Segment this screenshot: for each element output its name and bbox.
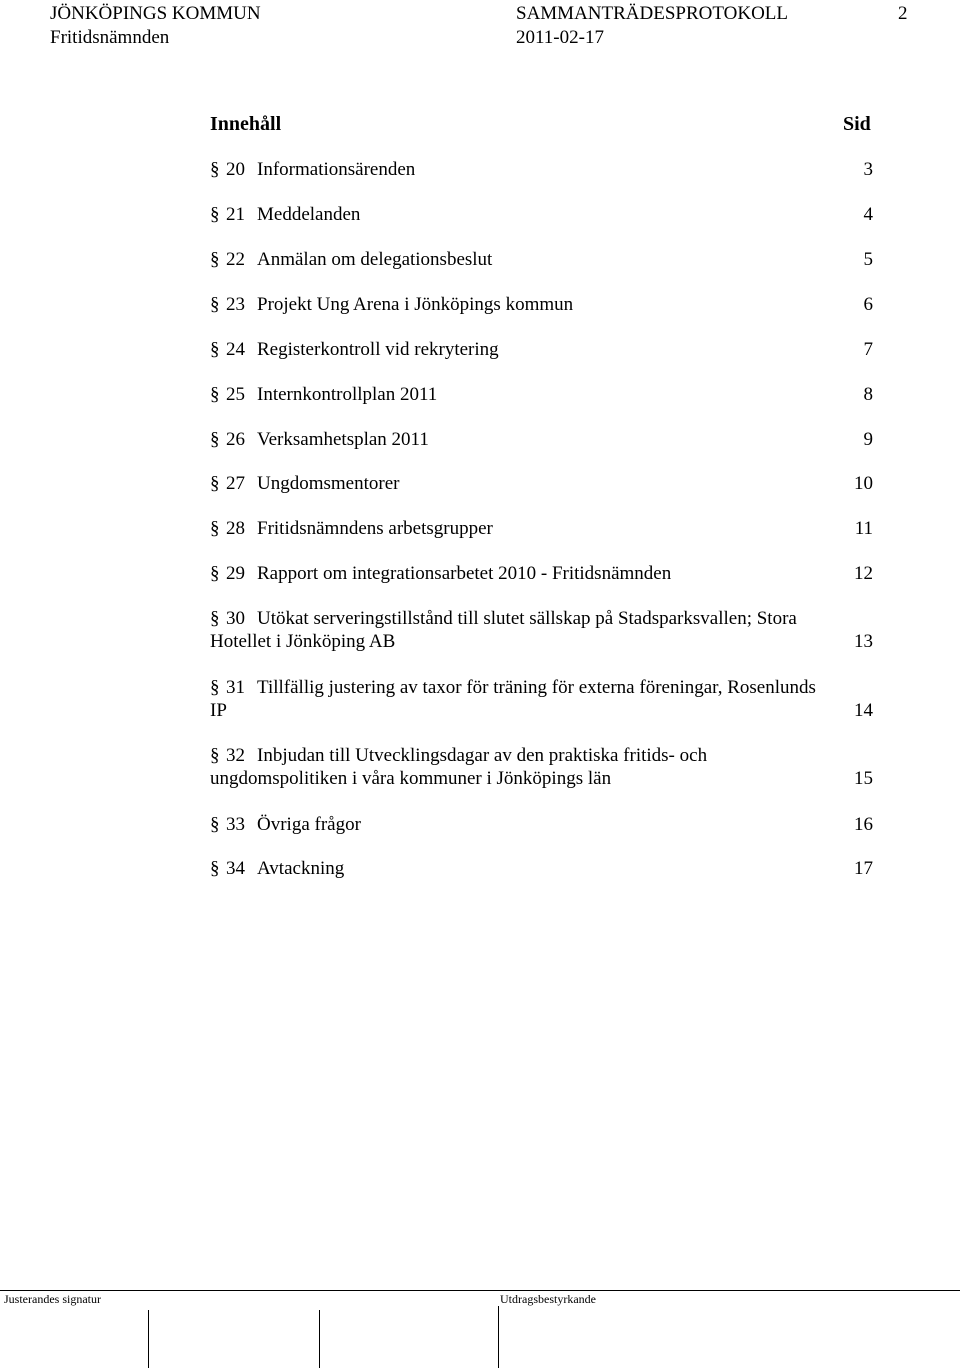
toc-item[interactable] [210, 517, 873, 540]
toc-item-number: 31 [226, 677, 245, 698]
toc-item-page: 6 [863, 294, 873, 315]
toc-item-title-continuation: ungdomspolitiken i våra kommuner i Jönköpings län [210, 768, 612, 789]
toc-item[interactable] [210, 813, 873, 836]
paragraph-sign: § [210, 294, 220, 315]
toc-item[interactable] [210, 338, 873, 361]
toc-item-number: 30 [226, 608, 245, 629]
toc-item-number: 32 [226, 745, 245, 766]
paragraph-sign: § [210, 677, 220, 698]
toc-item-number: 26 [226, 429, 245, 450]
paragraph-sign: § [210, 858, 220, 879]
header-page-number: 2 [898, 3, 908, 24]
toc-item[interactable] [210, 203, 873, 226]
toc-item-page: 4 [863, 204, 873, 225]
toc-item[interactable] [210, 744, 873, 790]
toc-item-title: Rapport om integrationsarbetet 2010 - Fritidsnämnden [257, 563, 672, 584]
paragraph-sign: § [210, 429, 220, 450]
paragraph-sign: § [210, 339, 220, 360]
toc-item[interactable] [210, 472, 873, 495]
toc-item-title-continuation: Hotellet i Jönköping AB [210, 631, 396, 652]
toc-item-title: Anmälan om delegationsbeslut [257, 249, 493, 270]
footer-certification-label: Utdragsbestyrkande [500, 1292, 596, 1306]
toc-item-title: Inbjudan till Utvecklingsdagar av den praktiska fritids- och [257, 745, 708, 766]
toc-item-title: Ungdomsmentorer [257, 473, 400, 494]
paragraph-sign: § [210, 159, 220, 180]
toc-item-number: 33 [226, 814, 245, 835]
toc-item-title: Tillfällig justering av taxor för träning för externa föreningar, Rosenlunds [257, 677, 816, 698]
toc-item-page: 16 [854, 814, 873, 835]
toc-item-title: Meddelanden [257, 204, 361, 225]
header-date: 2011-02-17 [516, 27, 604, 48]
toc-page-column-header: Sid [843, 113, 871, 135]
toc-item-page: 10 [854, 473, 873, 494]
toc-item-title: Avtackning [257, 858, 345, 879]
header-doc-type: SAMMANTRÄDESPROTOKOLL [516, 3, 789, 24]
paragraph-sign: § [210, 204, 220, 225]
paragraph-sign: § [210, 518, 220, 539]
toc-item-page: 12 [854, 563, 873, 584]
toc-item-title: Övriga frågor [257, 814, 361, 835]
toc-item-number: 20 [226, 159, 245, 180]
toc-item-page: 11 [854, 518, 873, 539]
toc-item-title-continuation: IP [210, 700, 227, 721]
toc-item-page: 13 [854, 631, 873, 652]
toc-item-number: 22 [226, 249, 245, 270]
toc-item[interactable] [210, 293, 873, 316]
signature-box-divider [498, 1306, 499, 1368]
header-organization: JÖNKÖPINGS KOMMUN [50, 3, 261, 24]
toc-item-title: Internkontrollplan 2011 [257, 384, 438, 405]
header-committee: Fritidsnämnden [50, 27, 170, 48]
paragraph-sign: § [210, 563, 220, 584]
toc-item-number: 29 [226, 563, 245, 584]
toc-item-page: 3 [863, 159, 873, 180]
toc-item[interactable] [210, 607, 873, 653]
toc-item[interactable] [210, 562, 873, 585]
toc-item[interactable] [210, 676, 873, 722]
toc-item[interactable] [210, 383, 873, 406]
paragraph-sign: § [210, 608, 220, 629]
toc-item[interactable] [210, 158, 873, 181]
toc-item-title: Utökat serveringstillstånd till slutet sällskap på Stadsparksvallen; Stora [257, 608, 797, 629]
paragraph-sign: § [210, 384, 220, 405]
toc-item-title: Verksamhetsplan 2011 [257, 429, 429, 450]
toc-item[interactable] [210, 857, 873, 880]
toc-item-page: 14 [854, 700, 873, 721]
paragraph-sign: § [210, 745, 220, 766]
footer-signature-label: Justerandes signatur [4, 1292, 101, 1306]
toc-item-title: Fritidsnämndens arbetsgrupper [257, 518, 493, 539]
toc-item-number: 23 [226, 294, 245, 315]
toc-item-number: 24 [226, 339, 245, 360]
toc-item-number: 21 [226, 204, 245, 225]
signature-box-divider [319, 1310, 320, 1368]
footer-divider [0, 1290, 960, 1291]
paragraph-sign: § [210, 473, 220, 494]
toc-item-number: 28 [226, 518, 245, 539]
toc-item-number: 34 [226, 858, 245, 879]
toc-item-page: 17 [854, 858, 873, 879]
signature-box-divider [148, 1310, 149, 1368]
toc-item-number: 25 [226, 384, 245, 405]
toc-item-page: 7 [863, 339, 873, 360]
toc-item[interactable] [210, 428, 873, 451]
toc-item-page: 5 [863, 249, 873, 270]
paragraph-sign: § [210, 814, 220, 835]
toc-item[interactable] [210, 248, 873, 271]
toc-item-page: 15 [854, 768, 873, 789]
toc-item-title: Informationsärenden [257, 159, 416, 180]
paragraph-sign: § [210, 249, 220, 270]
toc-item-title: Projekt Ung Arena i Jönköpings kommun [257, 294, 574, 315]
toc-title: Innehåll [210, 113, 282, 135]
toc-item-title: Registerkontroll vid rekrytering [257, 339, 499, 360]
toc-item-page: 8 [863, 384, 873, 405]
toc-item-page: 9 [863, 429, 873, 450]
toc-item-number: 27 [226, 473, 245, 494]
